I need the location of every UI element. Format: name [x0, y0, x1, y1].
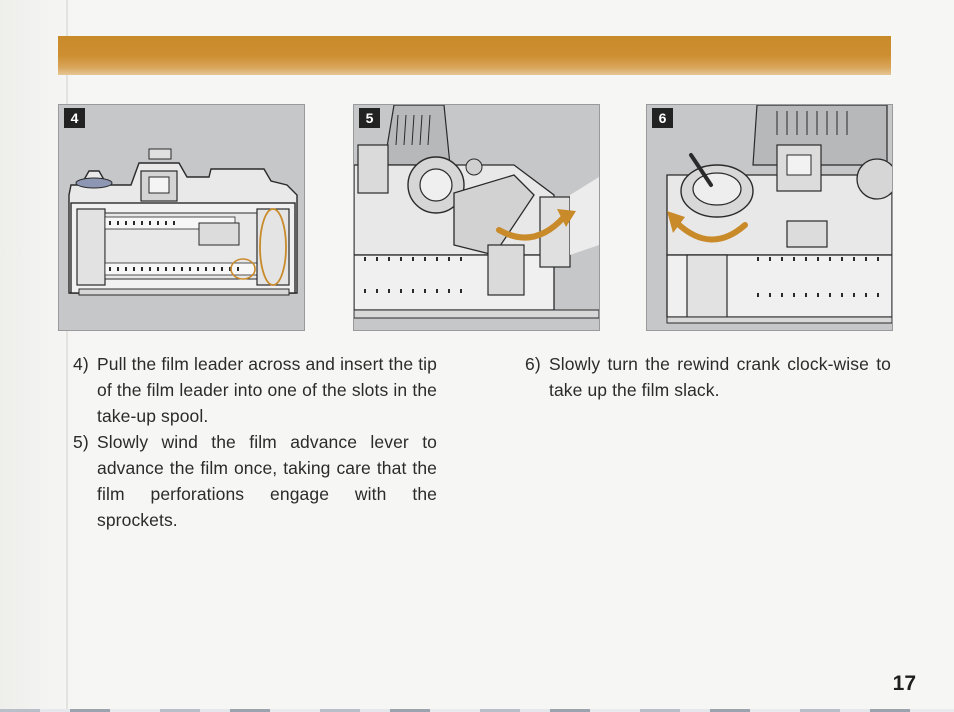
figure-5: [353, 104, 600, 331]
step-5: [73, 429, 437, 533]
rewind-crank-illustration: [647, 105, 892, 330]
figure-4: [58, 104, 305, 331]
step-number: 5): [73, 432, 89, 452]
steps-left-column: [73, 351, 437, 533]
step-text: Slowly wind the film advance lever to advance the film once, taking care that the film perforations engage with the sprockets.: [97, 432, 437, 530]
figure-badge: 6: [652, 108, 673, 128]
step-text: Pull the film leader across and insert the tip of the film leader into one of the slots in the take-up spool.: [97, 354, 437, 426]
figure-6: [646, 104, 893, 331]
step-number: 6): [525, 354, 541, 374]
step-4: [73, 351, 437, 429]
advance-lever-illustration: [354, 105, 599, 330]
step-number: 4): [73, 354, 89, 374]
header-color-band: [58, 36, 891, 75]
figure-badge: 5: [359, 108, 380, 128]
steps-right-column: [525, 351, 891, 403]
page-number: 17: [892, 672, 916, 695]
step-text: Slowly turn the rewind crank clock-wise to take up the film slack.: [549, 354, 891, 400]
figure-badge: 4: [64, 108, 85, 128]
step-6: [525, 351, 891, 403]
camera-back-illustration: [59, 105, 304, 330]
